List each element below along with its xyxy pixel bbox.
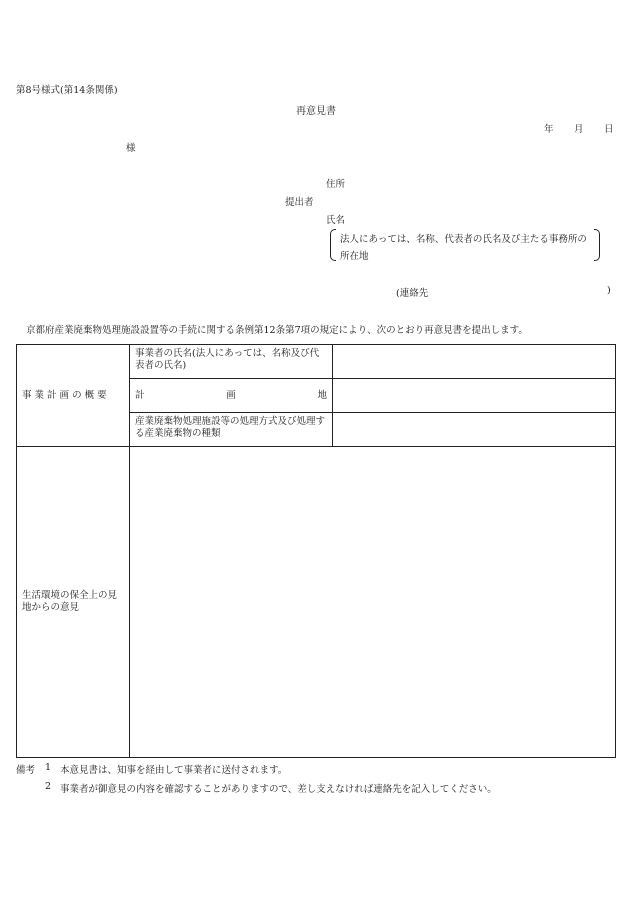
date-month-label: 月 [574,124,584,135]
addressee-suffix: 様 [126,143,136,154]
notes-heading: 備考 [16,765,36,776]
note-text: 事業者が御意見の内容を確認することがありますので、差し支えなければ連絡先を記入してください。 [60,784,497,795]
planned-site-label [130,379,333,413]
page-title: 再意見書 [296,106,336,117]
date-year-label: 年 [544,124,554,135]
submitter-label: 提出者 [285,197,314,208]
planned-site-char: 地 [317,389,327,401]
note-number: 2 [45,781,52,792]
business-name-field[interactable] [333,345,616,379]
business-name-label: 事業者の氏名(法人にあっては、名称及び代表者の氏名) [130,345,333,379]
table-row [17,345,616,379]
date-day-label: 日 [604,124,614,135]
planned-site-char: 計 [135,389,145,401]
planned-site-field[interactable] [333,379,616,413]
right-bracket [594,229,600,261]
left-bracket [330,229,336,261]
corporate-note-line1: 法人にあっては、名称、代表者の氏名及び主たる事務所の [340,234,587,245]
opinion-field[interactable] [130,447,616,758]
body-text: 京都府産業廃棄物処理施設設置等の手続に関する条例第12条第7項の規定により、次のとおり再意見書を提出します。 [26,325,528,336]
planned-site-char: 画 [226,389,236,401]
treatment-method-label: 産業廃棄物処理施設等の処理方式及び処理する産業廃棄物の種類 [130,413,333,447]
name-label: 氏名 [326,215,346,226]
opinion-header: 生活環境の保全上の見地からの意見 [17,447,130,758]
table-row [17,447,616,758]
note-number: 1 [45,762,52,773]
contact-label: (連絡先 [396,288,429,299]
note-text: 本意見書は、知事を経由して事業者に送付されます。 [60,765,288,776]
overview-header: 事 業 計 画 の 概 要 [17,345,130,447]
address-label: 住所 [326,179,346,190]
treatment-method-field[interactable] [333,413,616,447]
overview-table [16,344,616,758]
corporate-note-line2: 所在地 [340,251,369,262]
contact-close: ) [607,285,611,296]
form-number: 第8号様式(第14条関係) [16,85,118,96]
